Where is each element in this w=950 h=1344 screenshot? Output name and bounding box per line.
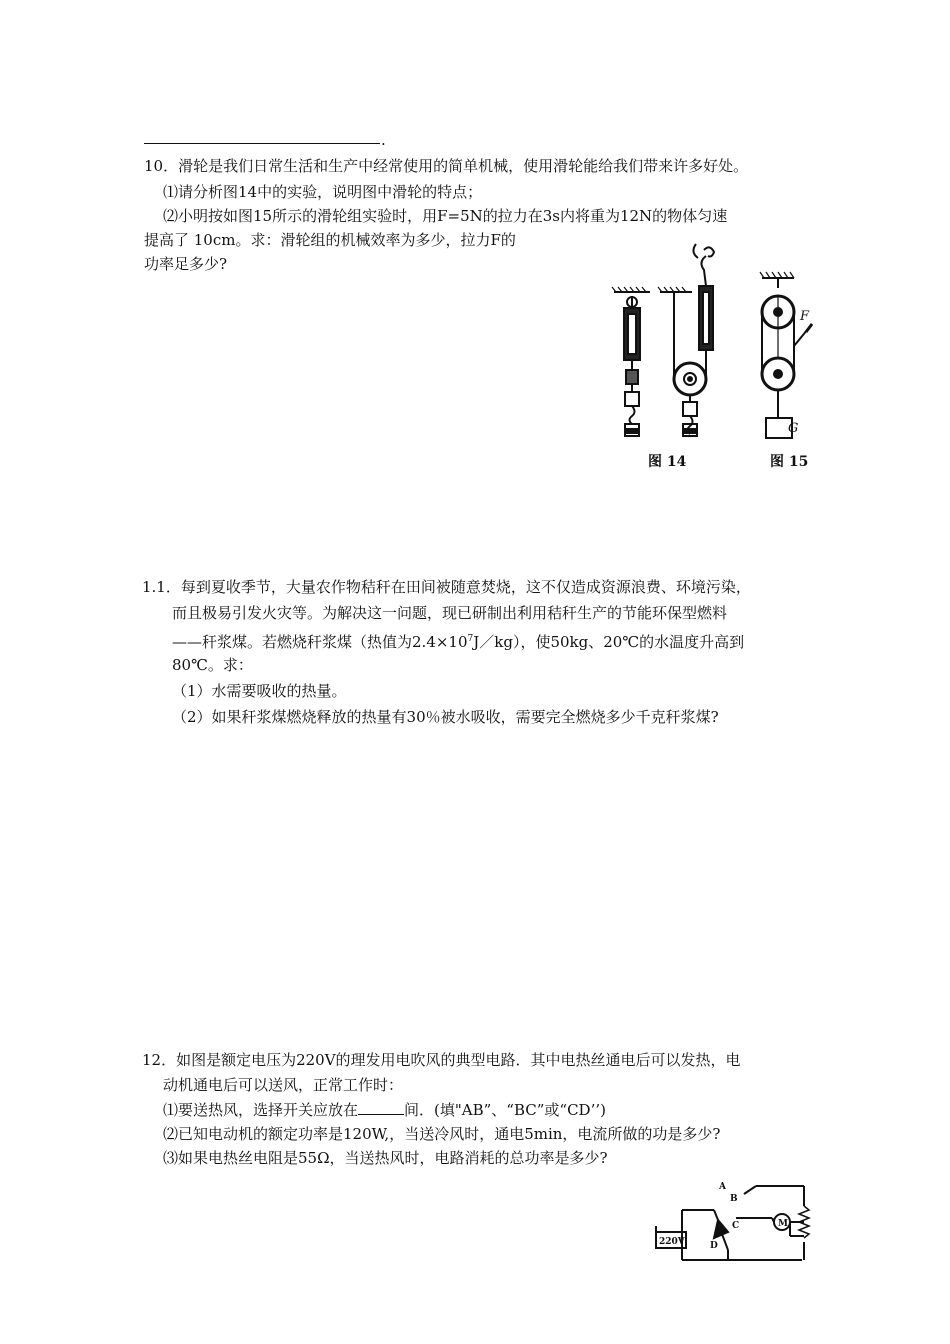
q10-sub2: ⑵小明按如图15所示的滑轮组实验时，用F=5N的拉力在3s内将重为12N的物体匀速 <box>163 207 728 225</box>
q10-sub1: ⑴请分析图14中的实验，说明图中滑轮的特点； <box>163 183 483 201</box>
circuit-label-C: C <box>732 1221 740 1231</box>
q11-line4: 80℃。求： <box>172 656 253 674</box>
q10-line3: 提高了 10cm。求：滑轮组的机械效率为多少，拉力F的 <box>144 231 516 249</box>
answer-line-period: . <box>381 131 386 149</box>
fig14-caption: 图 14 <box>648 454 687 470</box>
fig15-G: G <box>788 421 799 436</box>
answer-line <box>144 143 380 144</box>
motor-icon: M <box>778 1219 788 1229</box>
circuit-label-B: B <box>730 1194 738 1204</box>
q11-line3-end: J／kg），使50kg、20℃的水温度升高到 <box>473 633 745 651</box>
q11-line3-text: ——秆浆煤。若燃烧秆浆煤（热值为2.4×10 <box>172 633 468 651</box>
q12-line2: 动机通电后可以送风，正常工作时： <box>163 1076 404 1094</box>
q10-line1: 10．滑轮是我们日常生活和生产中经常使用的简单机械，使用滑轮能给我们带来许多好处。 <box>144 157 749 175</box>
fig15-F: F <box>800 309 810 324</box>
q11-line1: 1.1．每到夏收季节，大量农作物秸秆在田间被随意焚烧，这不仅造成资源浪费、环境污染， <box>142 578 751 596</box>
q11-sub2: （2）如果秆浆煤燃烧释放的热量有30％被水吸收，需要完全燃烧多少千克秆浆煤? <box>172 708 719 726</box>
q11-exponent: 7 <box>467 634 474 644</box>
q12-sub1-b: 间．(填"AB”、“BC”或“CD’’) <box>404 1101 606 1119</box>
q12-sub1-a: ⑴要送热风，选择开关应放在 <box>163 1101 359 1119</box>
fig15-caption: 图 15 <box>770 454 809 470</box>
circuit-label-A: A <box>719 1182 726 1192</box>
answer-blank[interactable] <box>358 1100 404 1115</box>
q12-sub2: ⑵已知电动机的额定功率是120W,，当送冷风时，通电5min，电流所做的功是多少? <box>163 1125 721 1143</box>
q10-line4: 功率足多少? <box>144 255 228 273</box>
q12-line1: 12．如图是额定电压为220V的理发用电吹风的典型电路．其中电热丝通电后可以发热，电 <box>142 1051 741 1069</box>
q11-sub1: （1）水需要吸收的热量。 <box>172 682 347 700</box>
q12-sub1 <box>163 1100 606 1120</box>
circuit-voltage-label: 220V <box>659 1237 685 1247</box>
hair-dryer-circuit <box>652 1176 822 1276</box>
q12-sub3: ⑶如果电热丝电阻是55Ω，当送热风时，电路消耗的总功率是多少? <box>163 1149 608 1167</box>
q11-line3 <box>172 629 744 652</box>
circuit-label-D: D <box>710 1241 718 1251</box>
pulley-figures <box>600 236 830 476</box>
q11-line2: 而且极易引发火灾等。为解决这一问题，现已研制出利用秸秆生产的节能环保型燃料 <box>172 604 728 622</box>
